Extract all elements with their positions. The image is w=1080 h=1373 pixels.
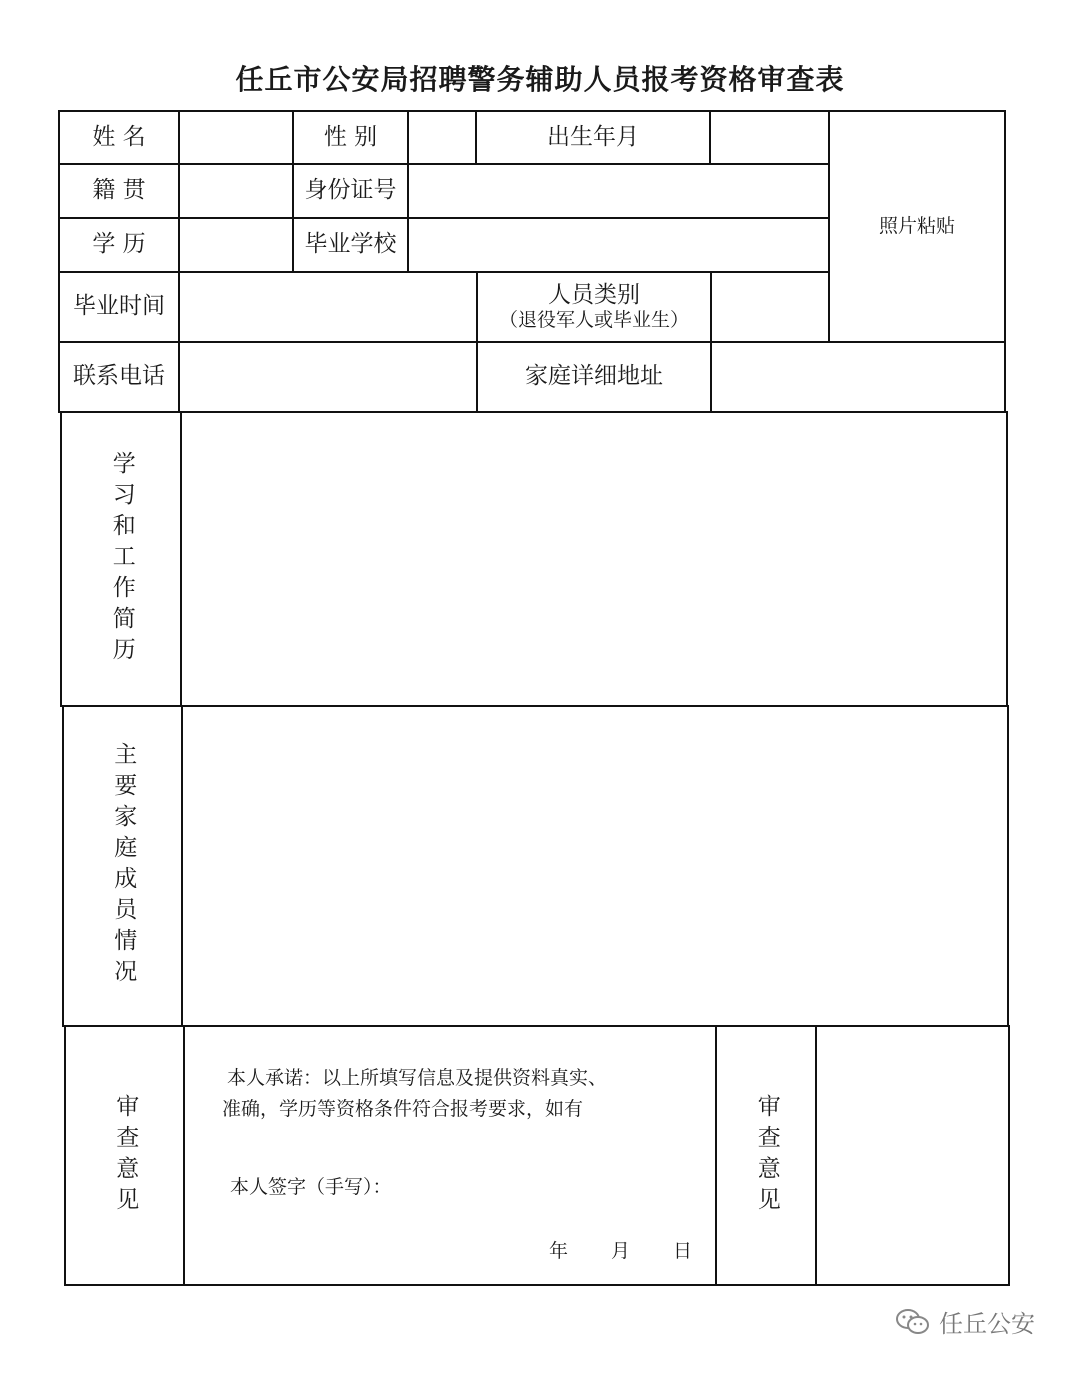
gender-label: 性 别 — [323, 123, 378, 150]
resume-label — [62, 413, 180, 705]
birth-label: 出生年月 — [547, 123, 639, 150]
address-label: 家庭详细地址 — [525, 363, 663, 390]
category-field[interactable] — [712, 273, 828, 341]
grad-time-label: 毕业时间 — [73, 293, 165, 320]
name-label: 姓 名 — [92, 123, 146, 150]
category-note: （退役军人或毕业生） — [498, 309, 689, 332]
id-number-field[interactable] — [409, 165, 828, 217]
resume-field[interactable] — [182, 413, 1006, 705]
watermark — [895, 1304, 1035, 1339]
grad-time-field[interactable] — [180, 273, 476, 341]
family-field[interactable] — [183, 707, 1007, 1025]
commitment-line-2: 准确，学历等资格条件符合报考要求，如有 — [222, 1098, 584, 1120]
review-right-label-text: 审查意见 — [753, 1093, 780, 1218]
phone-field[interactable] — [180, 343, 476, 411]
address-field[interactable] — [712, 343, 1004, 411]
commitment-line-1: 本人承诺：以上所填写信息及提供资料真实、 — [227, 1067, 608, 1089]
education-label: 学 历 — [92, 231, 146, 258]
gender-field[interactable] — [409, 112, 475, 163]
photo-label: 照片粘贴 — [878, 215, 955, 238]
family-label — [64, 707, 181, 1025]
category-label: 人员类别 — [548, 281, 640, 308]
date-year: 年 — [549, 1240, 569, 1262]
category-cell — [478, 273, 710, 341]
wechat-icon — [895, 1307, 931, 1337]
phone-label: 联系电话 — [73, 363, 165, 390]
watermark-text: 任丘公安 — [939, 1310, 1035, 1338]
review-right-field[interactable] — [817, 1027, 1008, 1284]
date-month: 月 — [611, 1240, 631, 1262]
native-place-label: 籍 贯 — [92, 177, 146, 204]
review-right-label — [717, 1027, 815, 1284]
resume-label-text: 学习和工作简历 — [108, 450, 135, 668]
signature-label: 本人签字（手写）： — [230, 1176, 392, 1198]
school-field[interactable] — [409, 219, 828, 271]
name-field[interactable] — [180, 112, 292, 163]
school-label: 毕业学校 — [304, 231, 397, 258]
review-left-label-text: 审查意见 — [112, 1093, 139, 1218]
family-label-text: 主要家庭成员情况 — [110, 742, 137, 990]
page-title: 任丘市公安局招聘警务辅助人员报考资格审查表 — [235, 63, 845, 96]
birth-field[interactable] — [711, 112, 828, 163]
native-place-field[interactable] — [180, 165, 292, 217]
id-number-label: 身份证号 — [304, 177, 397, 204]
review-left-label — [66, 1027, 183, 1284]
date-day: 日 — [673, 1240, 693, 1262]
education-field[interactable] — [180, 219, 292, 271]
